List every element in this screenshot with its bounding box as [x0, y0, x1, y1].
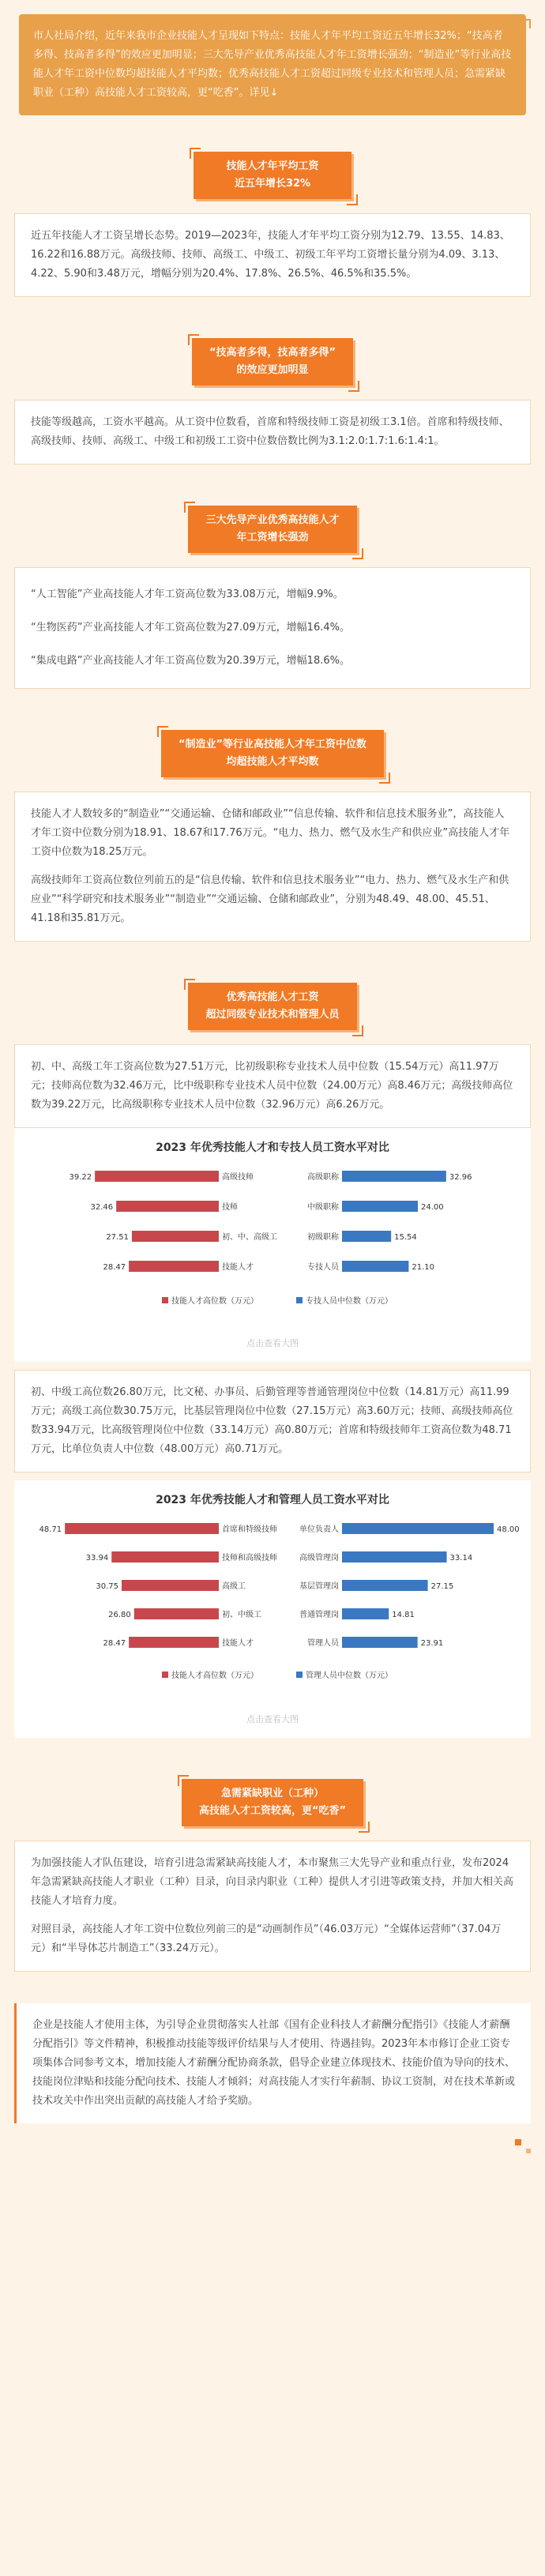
section-4-para-2: 高级技师年工资高位数位列前五的是“信息传输、软件和信息技术服务业”“电力、热力、燃气及水生产和供应业”“科学研究和技术服务业”“制造业”“交通运输、仓储和邮政业”，分别为48.49、48.00、45.51、41.18和35.81万元。 [31, 874, 509, 924]
category-left-label: 高级工 [222, 1582, 246, 1591]
section-card-2 [14, 400, 531, 464]
section-4-para-1: 技能人才人数较多的“制造业”“交通运输、仓储和邮政业”“信息传输、软件和信息技术服务业”，高技能人才年工资中位数分别为18.91、18.67和17.76万元。“电力、热力、燃气及水生产和供应业”高技能人才年工资中位数为18.25万元。 [31, 808, 510, 858]
section-card-3 [14, 567, 531, 689]
legend-swatch-left [162, 1672, 168, 1678]
chart-1-caption[interactable]: 点击查看大图 [246, 1338, 299, 1348]
article-page [0, 14, 545, 2171]
bar-right [342, 1231, 391, 1242]
legend-label-right: 管理人员中位数（万元） [306, 1672, 393, 1680]
bar-left [129, 1637, 219, 1648]
bar-right [342, 1580, 428, 1591]
bar-right [342, 1637, 418, 1648]
section-card-5b [14, 1370, 531, 1472]
chart-2-title: 2023 年优秀技能人才和管理人员工资水平对比 [156, 1494, 389, 1506]
section-title-3: 三大先导产业优秀高技能人才 年工资增长强劲 [188, 506, 356, 553]
category-right-label: 单位负责人 [299, 1525, 339, 1534]
legend-swatch-right [296, 1672, 303, 1678]
bar-left [95, 1171, 219, 1182]
bar-left-value: 39.22 [69, 1173, 92, 1182]
bar-right-value: 14.81 [392, 1611, 415, 1619]
category-right-label: 高级管理岗 [299, 1554, 339, 1563]
bar-right-value: 27.15 [430, 1582, 454, 1591]
category-right-label: 专技人员 [307, 1263, 339, 1272]
chart-2 [22, 1517, 539, 1698]
bar-left [65, 1523, 219, 1534]
chart-2-box [14, 1480, 531, 1738]
section-card-6 [14, 1841, 531, 1972]
chart-1-title: 2023 年优秀技能人才和专技人员工资水平对比 [156, 1141, 389, 1154]
bar-right-value: 48.00 [497, 1525, 520, 1534]
category-left-label: 技能人才 [222, 1639, 254, 1648]
bar-right [342, 1171, 446, 1182]
section-title-2: “技高者多得，技高者多得” 的效应更加明显 [192, 338, 353, 385]
category-right-label: 中级职称 [307, 1203, 339, 1212]
industry-item-ic: “集成电路”产业高技能人才年工资高位数为20.39万元，增幅18.6%。 [31, 655, 350, 667]
bar-left-value: 28.47 [103, 1263, 126, 1272]
section-2-para: 技能等级越高，工资水平越高。从工资中位数看，首席和特级技师工资是初级工3.1倍。首席和特级技师、高级技师、技师、高级工、中级工和初级工工资中位数倍数比例为3.1:2.0:1.7:1.6:1.4:1。 [31, 416, 509, 447]
section-card-5 [14, 1044, 531, 1128]
category-left-label: 高级技师 [222, 1173, 254, 1182]
category-left-label: 初、中级工 [222, 1611, 261, 1619]
category-left-label: 首席和特级技师 [222, 1525, 277, 1534]
bar-right-value: 15.54 [394, 1233, 417, 1242]
bar-right-value: 33.14 [449, 1554, 473, 1563]
section-title-6: 急需紧缺职业（工种） 高技能人才工资较高，更“吃香” [182, 1779, 363, 1826]
bar-left [129, 1261, 219, 1272]
bar-left [116, 1201, 219, 1212]
bar-right-value: 32.96 [449, 1173, 472, 1182]
bar-left-value: 27.51 [106, 1233, 129, 1242]
category-right-label: 管理人员 [307, 1639, 339, 1648]
section-title-5: 优秀高技能人才工资 超过同级专业技术和管理人员 [188, 983, 356, 1030]
section-6-para-1: 为加强技能人才队伍建设，培育引进急需紧缺高技能人才，本市聚焦三大先导产业和重点行业，发布2024年急需紧缺高技能人才职业（工种）目录，向目录内职业（工种）提供人才引进等政策支持，并加大相关高技能人才培育力度。 [31, 1857, 514, 1907]
section-5-para-2: 初、中级工高位数26.80万元，比文秘、办事员、后勤管理等普通管理岗位中位数（14.81万元）高11.99万元；高级工高位数30.75万元，比基层管理岗位中位数（27.15万元）高3.60万元；技师、高级技师高位数33.94万元，比高级管理岗位中位数（33.14万元）高0.80万元；首席和特级技师年工资高位数为48.71万元，比单位负责人中位数（48.00万元）高0.71万元。 [31, 1386, 513, 1455]
bar-left [111, 1551, 219, 1563]
closing-card [14, 2003, 531, 2123]
section-5-para: 初、中、高级工年工资高位数为27.51万元，比初级职称专业技术人员中位数（15.54万元）高11.97万元；技师高位数为32.46万元，比中级职称专业技术人员中位数（24.00万元）高8.46万元；高级技师高位数为39.22万元，比高级职称专业技术人员中位数（32.96万元）高6.26万元。 [31, 1061, 513, 1111]
deco-square [515, 2139, 521, 2145]
bar-right-value: 24.00 [421, 1203, 444, 1212]
legend-swatch-left [162, 1297, 168, 1303]
footer-decoration [0, 2123, 545, 2171]
category-right-label: 普通管理岗 [299, 1611, 339, 1619]
bar-right [342, 1551, 447, 1563]
legend-swatch-right [296, 1297, 303, 1303]
bar-right [342, 1201, 418, 1212]
intro-text: 市人社局介绍，近年来我市企业技能人才呈现如下特点：技能人才年平均工资近五年增长32%；“技高者多得、技高者多得”的效应更加明显；三大先导产业优秀高技能人才年工资增长强劲；“制造业”等行业高技能人才年工资中位数均超技能人才平均数；优秀高技能人才工资超过同级专业技术和管理人员；急需紧缺职业（工种）高技能人才工资较高，更“吃香”。详见↓ [33, 30, 512, 99]
category-right-label: 初级职称 [307, 1233, 339, 1242]
category-left-label: 技师和高级技师 [222, 1554, 277, 1563]
legend-label-left: 技能人才高位数（万元） [171, 1672, 258, 1680]
bar-right [342, 1261, 408, 1272]
bar-left-value: 32.46 [90, 1203, 114, 1212]
chart-1 [22, 1164, 539, 1322]
bar-left-value: 33.94 [85, 1554, 109, 1563]
category-right-label: 基层管理岗 [299, 1582, 339, 1591]
bar-right [342, 1523, 494, 1534]
intro-box [19, 14, 526, 115]
chart-2-caption[interactable]: 点击查看大图 [246, 1714, 299, 1724]
category-left-label: 技师 [222, 1203, 238, 1212]
industry-item-bio: “生物医药”产业高技能人才年工资高位数为27.09万元，增幅16.4%。 [31, 622, 350, 634]
bar-left-value: 30.75 [96, 1582, 118, 1591]
bar-left-value: 48.71 [39, 1525, 62, 1534]
bar-right-value: 21.10 [412, 1263, 435, 1272]
category-left-label: 技能人才 [222, 1263, 254, 1272]
section-card-1 [14, 213, 531, 297]
bar-right-value: 23.91 [420, 1639, 444, 1648]
deco-square-small [526, 2149, 531, 2153]
section-6-para-2: 对照目录，高技能人才年工资中位数位列前三的是“动画制作员”（46.03万元）“全媒体运营师”（37.04万元）和“半导体芯片制造工”（33.24万元）。 [31, 1924, 502, 1954]
section-title-4: “制造业”等行业高技能人才年工资中位数 均超技能人才平均数 [161, 730, 384, 777]
section-card-4 [14, 792, 531, 942]
category-right-label: 高级职称 [307, 1173, 339, 1182]
industry-item-ai: “人工智能”产业高技能人才年工资高位数为33.08万元，增幅9.9%。 [31, 589, 344, 600]
section-title-1: 技能人才年平均工资 近五年增长32% [194, 152, 351, 199]
bar-left [132, 1231, 219, 1242]
section-1-para: 近五年技能人才工资呈增长态势。2019—2023年，技能人才年平均工资分别为12.79、13.55、14.83、16.22和16.88万元。高级技师、技师、高级工、中级工、初级工年平均工资增长量分别为4.09、3.13、4.22、5.90和3.48万元，增幅分别为20.4%、17.8%、26.5%、46.5%和35.5%。 [31, 230, 510, 280]
bar-left [122, 1580, 219, 1591]
category-left-label: 初、中、高级工 [222, 1233, 277, 1242]
bar-left-value: 26.80 [108, 1611, 131, 1619]
closing-text: 企业是技能人才使用主体，为引导企业贯彻落实人社部《国有企业科技人才薪酬分配指引》《技能人才薪酬分配指引》等文件精神，积极推动技能等级评价结果与人才使用、待遇挂钩。2023年本市修订企业工资专项集体合同参考文本，增加技能人才薪酬分配协商条款，倡导企业建立体现技术、技能价值为导向的技术、技能岗位津贴和技能分配向技术、技能人才倾斜；对高技能人才实行年薪制、协议工资制，对在技术革新或技术攻关中作出突出贡献的高技能人才给予奖励。 [32, 2019, 516, 2107]
legend-label-left: 技能人才高位数（万元） [171, 1297, 258, 1306]
chart-1-box [14, 1128, 531, 1362]
bar-left-value: 28.47 [103, 1639, 126, 1648]
bar-left [134, 1608, 219, 1619]
legend-label-right: 专技人员中位数（万元） [306, 1297, 393, 1306]
bar-right [342, 1608, 389, 1619]
